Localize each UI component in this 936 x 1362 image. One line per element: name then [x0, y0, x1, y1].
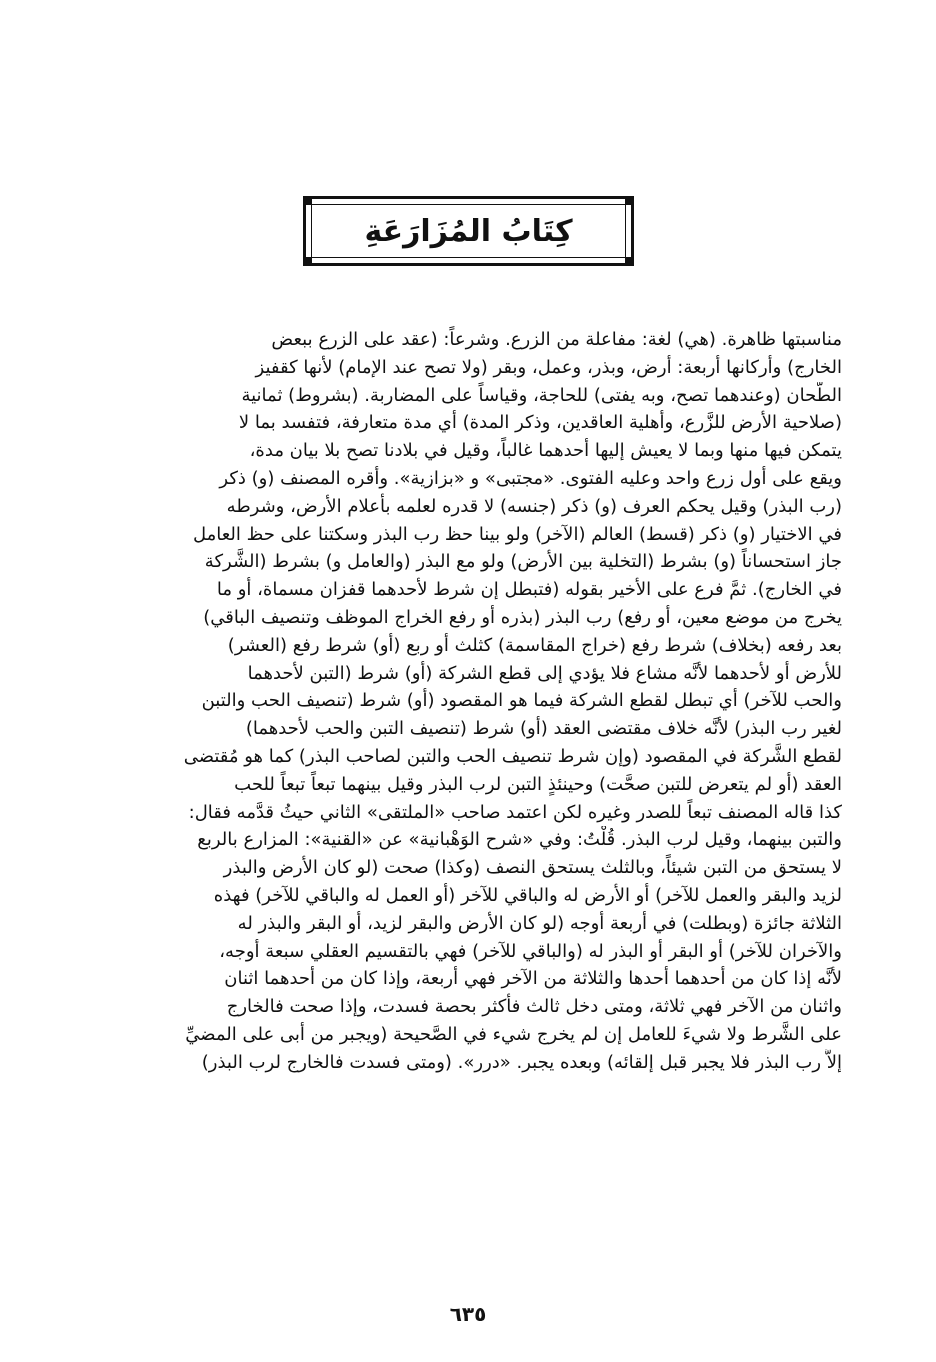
text-line: العقد (أو لم يتعرض للتبن صحَّت) وحينئذٍ التبن لرب البذر وقيل بينهما تبعاً تبعاً للحب — [234, 773, 842, 795]
text-line: واثنان من الآخر فهي ثلاثة، ومتى دخل ثالث فأكثر بحصة فسدت، وإذا صحت فالخارج — [226, 996, 842, 1018]
text-line: مناسبتها ظاهرة. (هي) لغة: مفاعلة من الزرع. وشرعاً: (عقد على الزرع ببعض — [271, 329, 842, 350]
body-text — [97, 326, 842, 1077]
text-line: يتمكن فيها منها وبما لا يعيش إليها أحدهما غالباً، وقيل في بلادنا تصح بلا بيان مدة، — [249, 440, 842, 462]
text-line: يخرج من موضع معين، أو رفع) رب البذر (بذره أو رفع الخراج الموظف وتنصيف الباقي) — [203, 606, 842, 628]
text-line: لغير رب البذر) لأنَّه خلاف مقتضى العقد (أو) شرط (تنصيف التبن والحب لأحدهما) — [245, 718, 842, 740]
chapter-title: كِتَابُ المُزَارَعَةِ — [364, 214, 573, 249]
text-line: (صلاحية الأرض للزَّرع، وأهلية العاقدين، وذكر المدة) أي مدة متعارفة، فتفسد بما لا — [238, 412, 842, 434]
text-line: كذا قاله المصنف تبعاً للصدر وغيره لكن اعتمد صاحب «الملتقى» الثاني حيثُ قدَّمه فقال: — [188, 801, 842, 823]
text-line: في الاختيار (و) ذكر (قسط) العالم (الآخر) ولو بينا حظ رب البذر وسكتنا على حظ العامل — [192, 523, 842, 545]
text-line: ويقع على أول زرع واحد وعليه الفتوى. «مجتبى» و «بزازية». وأقره المصنف (و) ذكر — [219, 467, 842, 489]
text-line: والحب للآخر) أي تبطل لقطع الشركة فيما هو المقصود (أو) شرط (تنصيف الحب والتبن — [201, 690, 842, 712]
text-line: (رب البذر) وقيل يحكم العرف (و) ذكر (جنسه) لا قدره لعلمه بأعلام الأرض، وشرطه — [226, 495, 842, 517]
text-line: لا يستحق من التبن شيئاً، وبالثلث يستحق النصف (وكذا) صحت (لو كان الأرض والبذر — [223, 857, 842, 879]
text-line: على الشَّرط ولا شيءَ للعامل إن لم يخرج شيء في الصَّحيحة (ويجبر من أبى على المضيِّ — [185, 1023, 842, 1045]
frame-corner-ornament — [625, 257, 634, 266]
text-line: جاز استحساناً (و) بشرط (التخلية بين الأرض) ولو مع البذر (والعامل و) بشرط (الشَّركة — [204, 551, 842, 573]
frame-corner-ornament — [625, 196, 634, 205]
text-line: لأنَّه إذا كان من أحدهما أحدها والثلاثة من الآخر فهي أربعة، وإذا كان من أحدهما اثنان — [224, 968, 842, 990]
text-line: والتبن بينهما، وقيل لرب البذر. قُلْتُ: وفي «شرح الوَهْبانية» عن «القنية»: المزارع بالربع — [197, 829, 842, 851]
text-line: الثلاثة جائزة (وبطلت) في أربعة أوجه (لو كان الأرض والبقر لزيد، أو البقر والبذر له — [237, 912, 842, 934]
frame-corner-ornament — [303, 196, 312, 205]
text-line: للأرض أو لأحدهما لأنَّه مشاع فلا يؤدي إلى قطع الشركة (أو) شرط (التبن لأحدهما — [247, 662, 842, 684]
text-line: لزيد والبقر والعمل للآخر) أو الأرض له والباقي للآخر (أو العمل له والباقي للآخر) فهذه — [213, 884, 842, 906]
text-line: إلاَّ رب البذر فلا يجبر قبل إلقائه) وبعده يجبر. «درر». (ومتى فسدت فالخارج لرب البذر) — [201, 1051, 842, 1073]
frame-corner-ornament — [303, 257, 312, 266]
text-line: في الخارج). ثمَّ فرع على الأخير بقوله (فتبطل إن شرط لأحدهما قفزان مسماة، أو ما — [216, 579, 842, 601]
text-line: والآخران للآخر) أو البقر أو البذر له (والباقي للآخر) فهي بالتقسيم العقلي سبعة أوجه، — [219, 940, 842, 962]
text-line: الخارج) وأركانها أربعة: أرض، وبذر، وعمل، وبقر (ولا تصح عند الإمام) لأنها كقفيز — [255, 356, 842, 378]
text-line: الطَّحان (وعندهما تصح، وبه يفتى) للحاجة، وقياساً على المضاربة. (بشروط) ثمانية — [241, 384, 842, 406]
text-line: بعد رفعه (بخلاف) شرط رفع (خراج المقاسمة) كثلث أو ربع (أو) شرط رفع (العشر) — [227, 634, 842, 656]
text-line: لقطع الشَّركة في المقصود (وإن شرط تنصيف الحب والتبن لصاحب البذر) كما هو مُقتضى — [183, 745, 842, 767]
page-number: ٦٣٥ — [449, 1302, 487, 1326]
chapter-title-frame — [303, 196, 634, 266]
